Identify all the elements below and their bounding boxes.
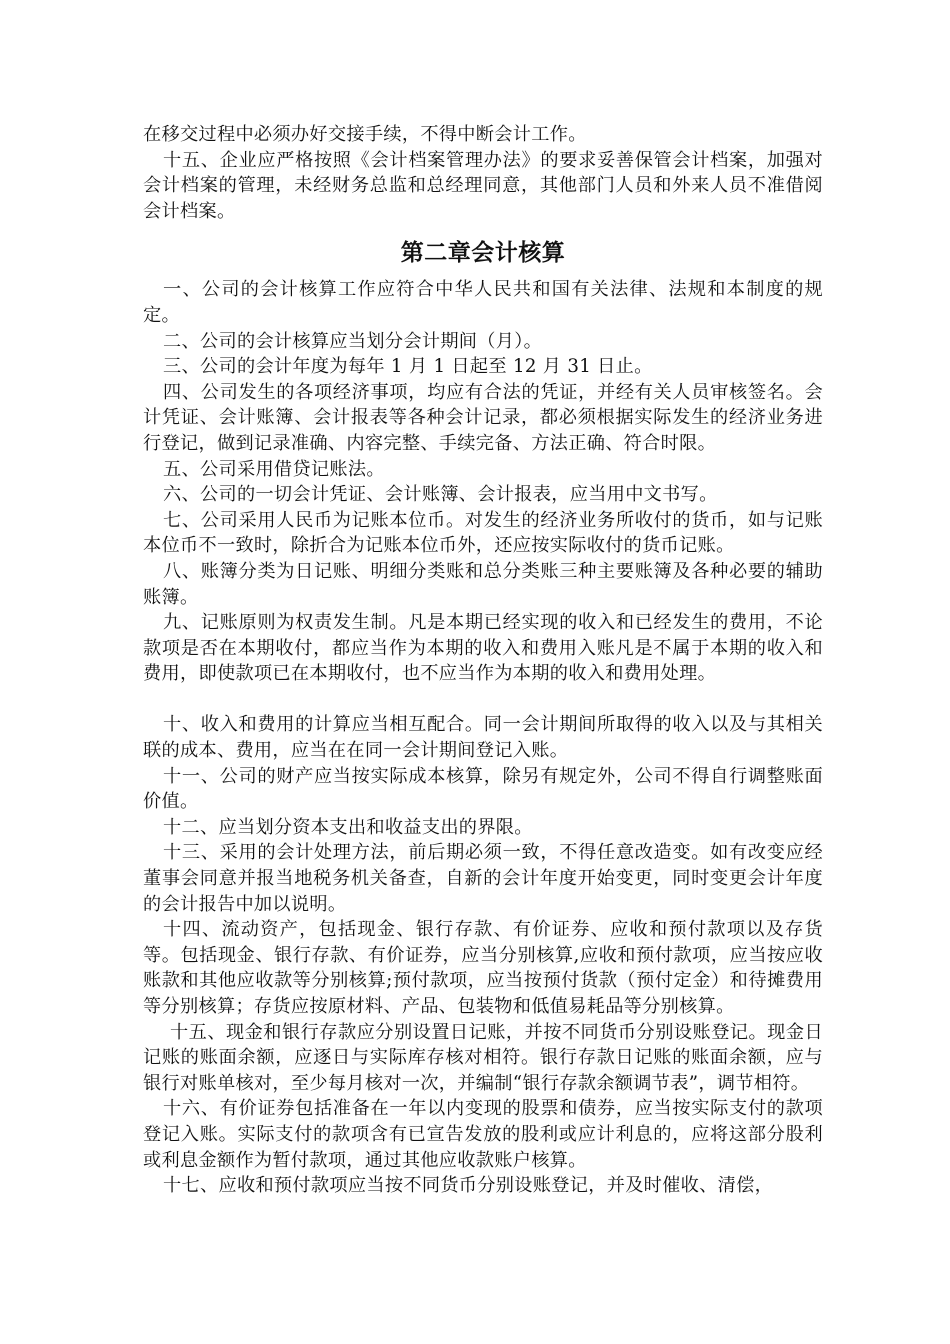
chapter-title: 第二章会计核算 xyxy=(400,239,566,267)
article-17: 十七、应收和预付款项应当按不同货币分别设账登记，并及时催收、清偿， xyxy=(163,1175,774,1197)
article-12: 十二、应当划分资本支出和收益支出的界限。 xyxy=(163,816,533,838)
article-14: 十四、流动资产，包括现金、银行存款、有价证券、应收和预付款项以及存货等。包括现金、银行存款、有价证券，应当分别核算,应收和预付款项，应当按应收账款和其他应收款等分别核算;预付款项，应当按预付货款（预付定金）和待摊费用等分别核算；存货应按原材料、产品、包装物和低值易耗品等分别核算。 xyxy=(143,919,823,1017)
article-13: 十三、采用的会计处理方法，前后期必须一致，不得任意改造变。如有改变应经董事会同意并报当地税务机关备查，自新的会计年度开始变更，同时变更会计年度的会计报告中加以说明。 xyxy=(143,842,823,915)
article-7: 七、公司采用人民币为记账本位币。对发生的经济业务所收付的货币，如与记账本位币不一致时，除折合为记账本位币外，还应按实际收付的货币记账。 xyxy=(143,509,823,557)
article-15: 十五、现金和银行存款应分别设置日记账，并按不同货币分别设账登记。现金日记账的账面余额，应逐日与实际库存核对相符。银行存款日记账的账面余额，应与银行对账单核对，至少每月核对一次，并编制“银行存款余额调节表”，调节相符。 xyxy=(143,1021,823,1094)
document-body xyxy=(143,122,823,1199)
blank-line xyxy=(143,687,823,713)
paragraph-handover: 在移交过程中必须办好交接手续，不得中断会计工作。 xyxy=(143,124,587,145)
article-11: 十一、公司的财产应当按实际成本核算，除另有规定外，公司不得自行调整账面价值。 xyxy=(143,765,823,813)
article-9: 九、记账原则为权责发生制。凡是本期已经实现的收入和已经发生的费用，不论款项是否在本期收付，都应当作为本期的收入和费用入账凡是不属于本期的收入和费用，即使款项已在本期收付，也不应当作为本期的收入和费用处理。 xyxy=(143,612,823,685)
article-4: 四、公司发生的各项经济事项，均应有合法的凭证，并经有关人员审核签名。会计凭证、会计账簿、会计报表等各种会计记录，都必须根据实际发生的经济业务进行登记，做到记录准确、内容完整、手续完备、方法正确、符合时限。 xyxy=(143,381,823,454)
article-8: 八、账簿分类为日记账、明细分类账和总分类账三种主要账簿及各种必要的辅助账簿。 xyxy=(143,560,823,608)
article-6: 六、公司的一切会计凭证、会计账簿、会计报表，应当用中文书写。 xyxy=(163,484,718,506)
article-10: 十、收入和费用的计算应当相互配合。同一会计期间所取得的收入以及与其相关联的成本、费用，应当在在同一会计期间登记入账。 xyxy=(143,714,823,762)
paragraph-archive-article-15: 十五、企业应严格按照《会计档案管理办法》的要求妥善保管会计档案，加强对会计档案的管理，未经财务总监和总经理同意，其他部门人员和外来人员不准借阅会计档案。 xyxy=(143,149,823,222)
article-2: 二、公司的会计核算应当划分会计期间（月）。 xyxy=(163,330,543,352)
article-5: 五、公司采用借贷记账法。 xyxy=(163,458,385,480)
article-1: 一、公司的会计核算工作应符合中华人民共和国有关法律、法规和本制度的规定。 xyxy=(143,279,823,326)
article-16: 十六、有价证券包括准备在一年以内变现的股票和债券，应当按实际支付的款项登记入账。实际支付的款项含有已宣告发放的股利或应计利息的，应将这部分股利或利息金额作为暂付款项，通过其他应收款账户核算。 xyxy=(143,1098,823,1171)
article-3: 三、公司的会计年度为每年 1 月 1 日起至 12 月 31 日止。 xyxy=(163,356,653,378)
